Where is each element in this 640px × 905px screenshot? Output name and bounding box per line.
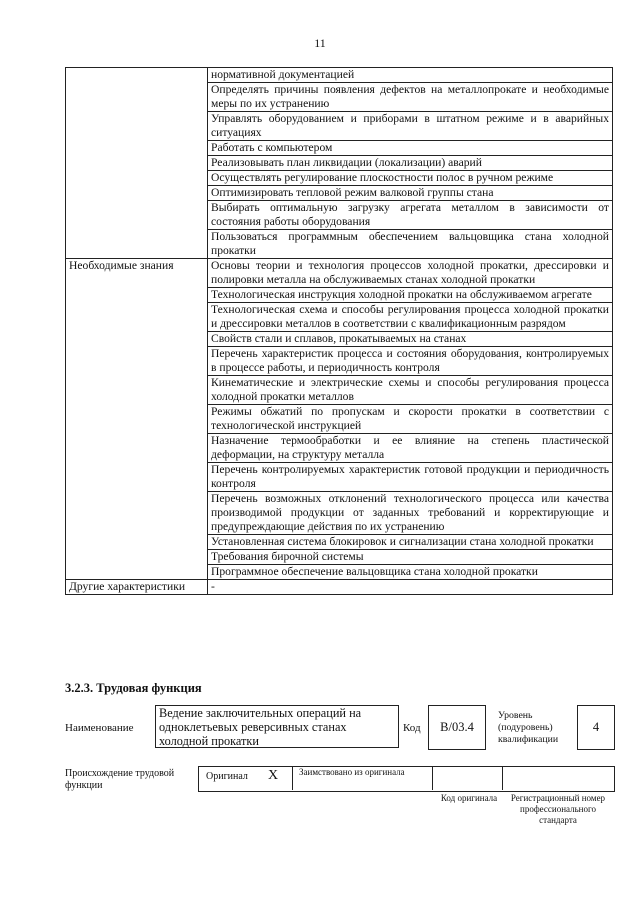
skill-cell: Реализовывать план ликвидации (локализации) аварий [208, 156, 613, 171]
code-box [428, 705, 486, 750]
knowledge-cell: Технологическая схема и способы регулирования процесса холодной прокатки и дрессировки металлов в соответствии с квалификационным разрядом [208, 303, 613, 332]
knowledge-cell: Технологическая инструкция холодной прокатки на обслуживаемом агрегате [208, 288, 613, 303]
origin-label: Происхождение трудовой функции [65, 768, 175, 791]
origin-divider [432, 766, 433, 790]
skill-cell: Осуществлять регулирование плоскостности полос в ручном режиме [208, 171, 613, 186]
reg-number-label: Регистрационный номер профессионального стандарта [510, 793, 606, 825]
skill-cell: Пользоваться программным обеспечением вальцовщика стана холодной прокатки [208, 230, 613, 259]
original-mark: X [268, 768, 279, 783]
other-characteristics-label: Другие характеристики [66, 580, 208, 595]
requirements-table [65, 67, 613, 595]
level-value: 4 [592, 720, 600, 734]
page-number: 11 [314, 36, 326, 50]
knowledge-cell: Основы теории и технология процессов холодной прокатки, дрессировки и полировки металла на обслуживаемых станах холодной прокатки [208, 259, 613, 288]
knowledge-label: Необходимые знания [66, 259, 208, 580]
code-value: B/03.4 [440, 720, 474, 734]
level-box [577, 705, 615, 750]
table-row [66, 68, 613, 83]
function-name-box [155, 705, 399, 748]
knowledge-cell: Программное обеспечение вальцовщика стана холодной прокатки [208, 565, 613, 580]
original-label: Оригинал [206, 771, 248, 782]
section-title: 3.2.3. Трудовая функция [65, 681, 202, 695]
skills-label-cell [66, 68, 208, 259]
origin-divider [502, 766, 503, 790]
function-name: Ведение заключительных операций на одноклетьевых реверсивных станах холодной прокатки [159, 706, 362, 748]
skill-cell: нормативной документацией [208, 68, 613, 83]
code-original-label: Код оригинала [440, 793, 498, 803]
knowledge-cell: Требования бирочной системы [208, 550, 613, 565]
knowledge-cell: Кинематические и электрические схемы и способы регулирования процесса холодной прокатки металлов [208, 376, 613, 405]
skill-cell: Управлять оборудованием и приборами в штатном режиме и в аварийных ситуациях [208, 112, 613, 141]
knowledge-cell: Перечень возможных отклонений технологического процесса или качества производимой продукции от заданных требований и корректирующие и предупреждающие действия по их устранению [208, 492, 613, 535]
knowledge-cell: Установленная система блокировок и сигнализации стана холодной прокатки [208, 535, 613, 550]
level-label: Уровень (подуровень) квалификации [498, 710, 559, 745]
borrowed-label: Заимствовано из оригинала [299, 767, 405, 777]
table-row [66, 580, 613, 595]
knowledge-cell: Перечень характеристик процесса и состояния оборудования, контролируемых в процессе работы, и периодичность контроля [208, 347, 613, 376]
code-label: Код [403, 722, 421, 734]
skill-cell: Выбирать оптимальную загрузку агрегата металлом в зависимости от состояния работы оборудования [208, 201, 613, 230]
name-label: Наименование [65, 722, 134, 734]
origin-divider [292, 766, 293, 790]
knowledge-cell: Назначение термообработки и ее влияние на степень пластической деформации, на структуру металла [208, 434, 613, 463]
other-characteristics-value: - [208, 580, 613, 595]
skill-cell: Оптимизировать тепловой режим валковой группы стана [208, 186, 613, 201]
skill-cell: Определять причины появления дефектов на металлопрокате и необходимые меры по их устранению [208, 83, 613, 112]
table-row [66, 259, 613, 288]
knowledge-cell: Перечень контролируемых характеристик готовой продукции и периодичность контроля [208, 463, 613, 492]
knowledge-cell: Свойств стали и сплавов, прокатываемых на станах [208, 332, 613, 347]
skill-cell: Работать с компьютером [208, 141, 613, 156]
knowledge-cell: Режимы обжатий по пропускам и скорости прокатки в соответствии с технологической инструкцией [208, 405, 613, 434]
